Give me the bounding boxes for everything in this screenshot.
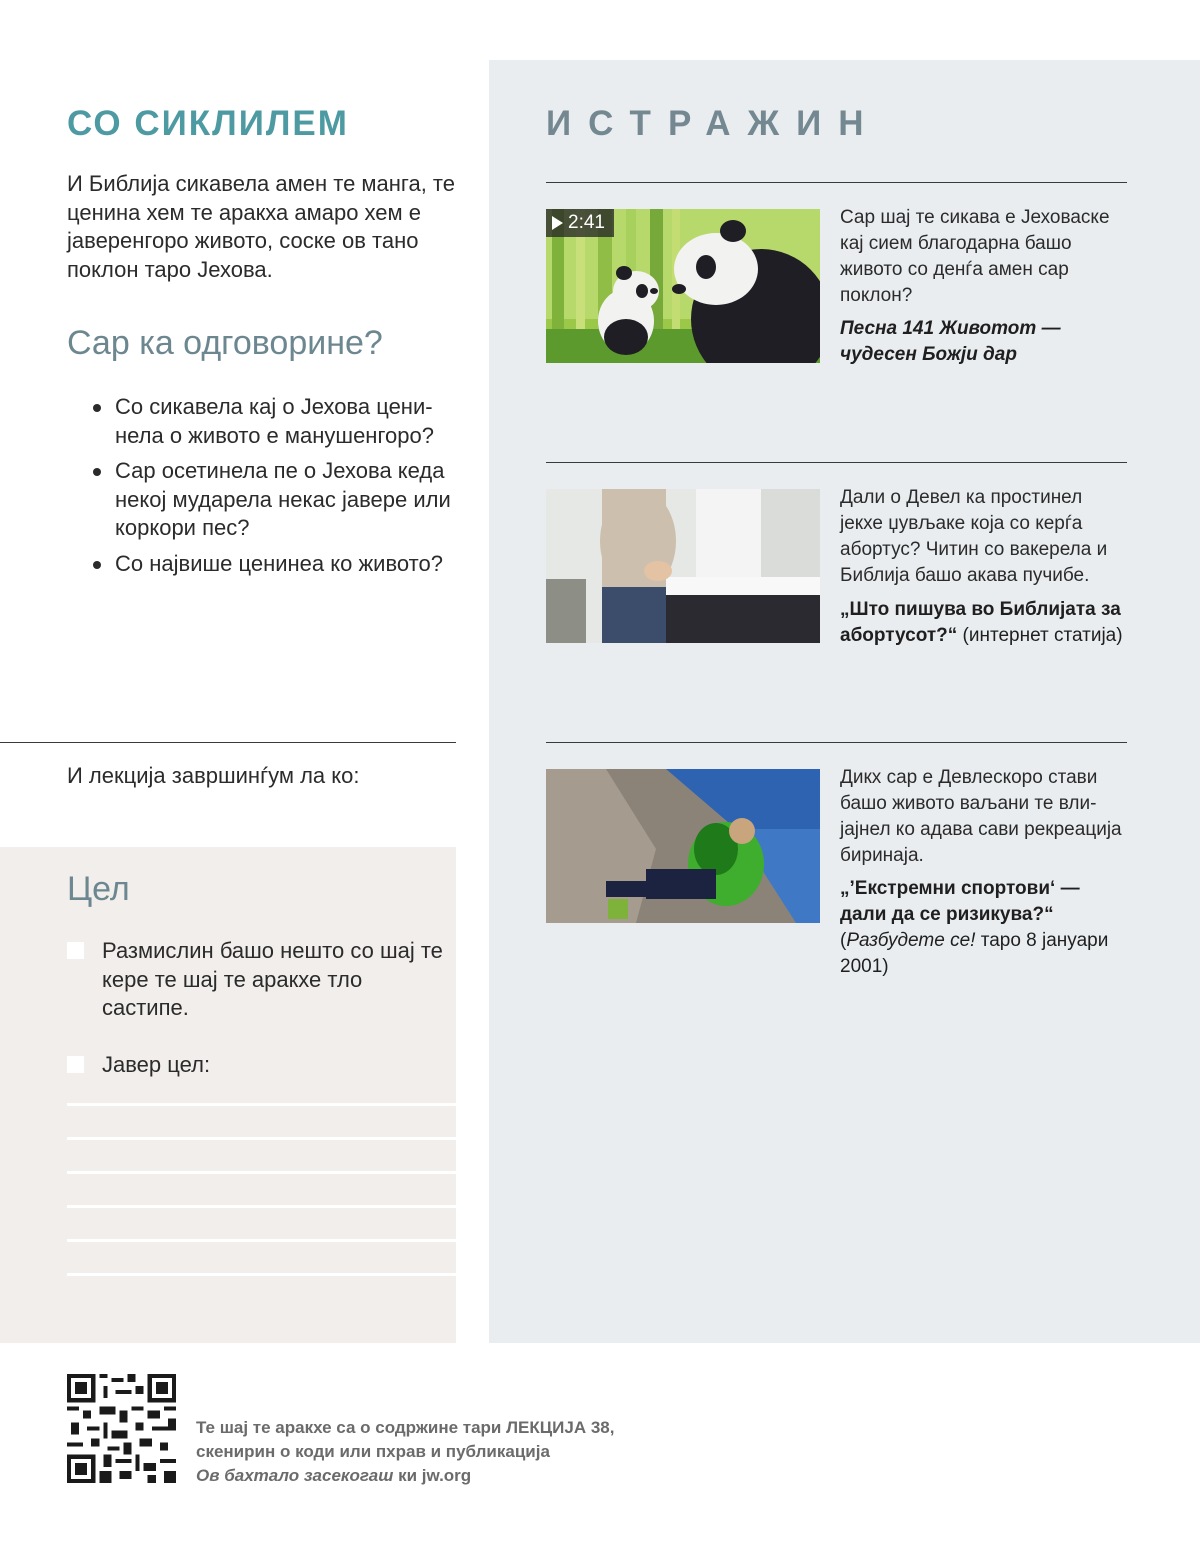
- list-item: [90, 550, 460, 579]
- list-item: [90, 457, 460, 543]
- goal-text: Јавер цел:: [102, 1052, 211, 1077]
- question-text: Сар осетинела пе о Јехова кеда некој мударела некас јавере или коркори пес?: [115, 458, 451, 540]
- goal-option-other[interactable]: [67, 1051, 437, 1081]
- lesson-finished-label: И лекција завршинѓум ла ко:: [67, 763, 360, 788]
- entry-note: (интернет статија): [957, 625, 1123, 646]
- write-line[interactable]: [67, 1239, 456, 1242]
- entry-description: Дикх сар е Девлескоро стави башо живото ваљани те влијајнел ко адава сави рекреација биринаја.: [840, 767, 1122, 866]
- goal-text: Размислин башо нешто со шај те кере те шај те аракхе тло састипе.: [102, 938, 443, 1020]
- video-thumbnail-pandas[interactable]: [546, 209, 820, 363]
- bullet-icon: [93, 404, 101, 412]
- learn-summary: И Библија сикавела амен те манга, те ценина хем те аракха амаро хем е јаверенгоро живото, соске ов тано поклон таро Јехова.: [67, 171, 455, 282]
- entry-link[interactable]: [840, 876, 1130, 980]
- write-line[interactable]: [67, 1273, 456, 1276]
- play-icon: [552, 216, 563, 230]
- qr-code-icon[interactable]: [67, 1374, 176, 1483]
- list-item: [90, 393, 460, 450]
- goal-option-health[interactable]: [67, 937, 443, 1027]
- bullet-icon: [93, 468, 101, 476]
- footer-line: скенирин о коди или пхрав и публикација: [196, 1442, 550, 1461]
- entry-title: Песна 141 Животот — чудесен Божји дар: [840, 318, 1061, 365]
- entry-description: Сар шај те сикава е Јеховаске кај сием благодарна башо живото со денѓа амен сар поклон?: [840, 207, 1110, 306]
- divider: [546, 742, 1127, 743]
- footer-line: ки jw.org: [393, 1466, 472, 1485]
- checkbox[interactable]: [67, 942, 84, 959]
- goal-panel: [0, 847, 456, 1343]
- write-line[interactable]: [67, 1171, 456, 1174]
- write-line[interactable]: [67, 1137, 456, 1140]
- answer-heading: Сар ка одговорине?: [67, 324, 383, 362]
- entry-title: „Што пишува во Библијата за абортусот?“: [840, 599, 1121, 646]
- article-thumbnail-pregnancy[interactable]: [546, 489, 820, 643]
- question-text: Со највише ценинеа ко живото?: [115, 550, 443, 576]
- rock-climber-image: [546, 769, 820, 923]
- divider: [546, 182, 1127, 183]
- footer-line: Те шај те аракхе са о содржине тари ЛЕКЦИЈА 38,: [196, 1418, 615, 1437]
- bullet-icon: [93, 561, 101, 569]
- divider: [546, 462, 1127, 463]
- question-text: Со сикавела кај о Јехова ценинела о живото е манушенгоро?: [115, 394, 434, 448]
- write-line[interactable]: [67, 1205, 456, 1208]
- checkbox[interactable]: [67, 1056, 84, 1073]
- entry-title: „’Екстремни спортови‘ — дали да се ризикува?“: [840, 878, 1080, 925]
- video-duration: 2:41: [568, 212, 605, 233]
- entry-link[interactable]: [840, 597, 1130, 649]
- entry-source: (Разбудете се! таро 8 јануари 2001): [840, 930, 1109, 977]
- article-thumbnail-climbing[interactable]: [546, 769, 820, 923]
- explore-heading: ИСТРАЖИН: [546, 104, 881, 143]
- pregnant-woman-image: [546, 489, 820, 643]
- publication-name: Ов бахтало засекогаш: [196, 1466, 394, 1485]
- video-duration-badge: [546, 209, 614, 237]
- entry-link[interactable]: [840, 316, 1130, 368]
- divider: [0, 742, 456, 743]
- write-line[interactable]: [67, 1103, 456, 1106]
- footer-text: [196, 1416, 716, 1488]
- learn-heading: СО СИКЛИЛЕМ: [67, 104, 349, 143]
- entry-description: Дали о Девел ка простинел јекхе џувљаке која со керѓа абортус? Читин со вакерела и Библија башо акава пучибе.: [840, 487, 1108, 586]
- goal-heading: Цел: [67, 870, 130, 908]
- question-list: [90, 393, 460, 585]
